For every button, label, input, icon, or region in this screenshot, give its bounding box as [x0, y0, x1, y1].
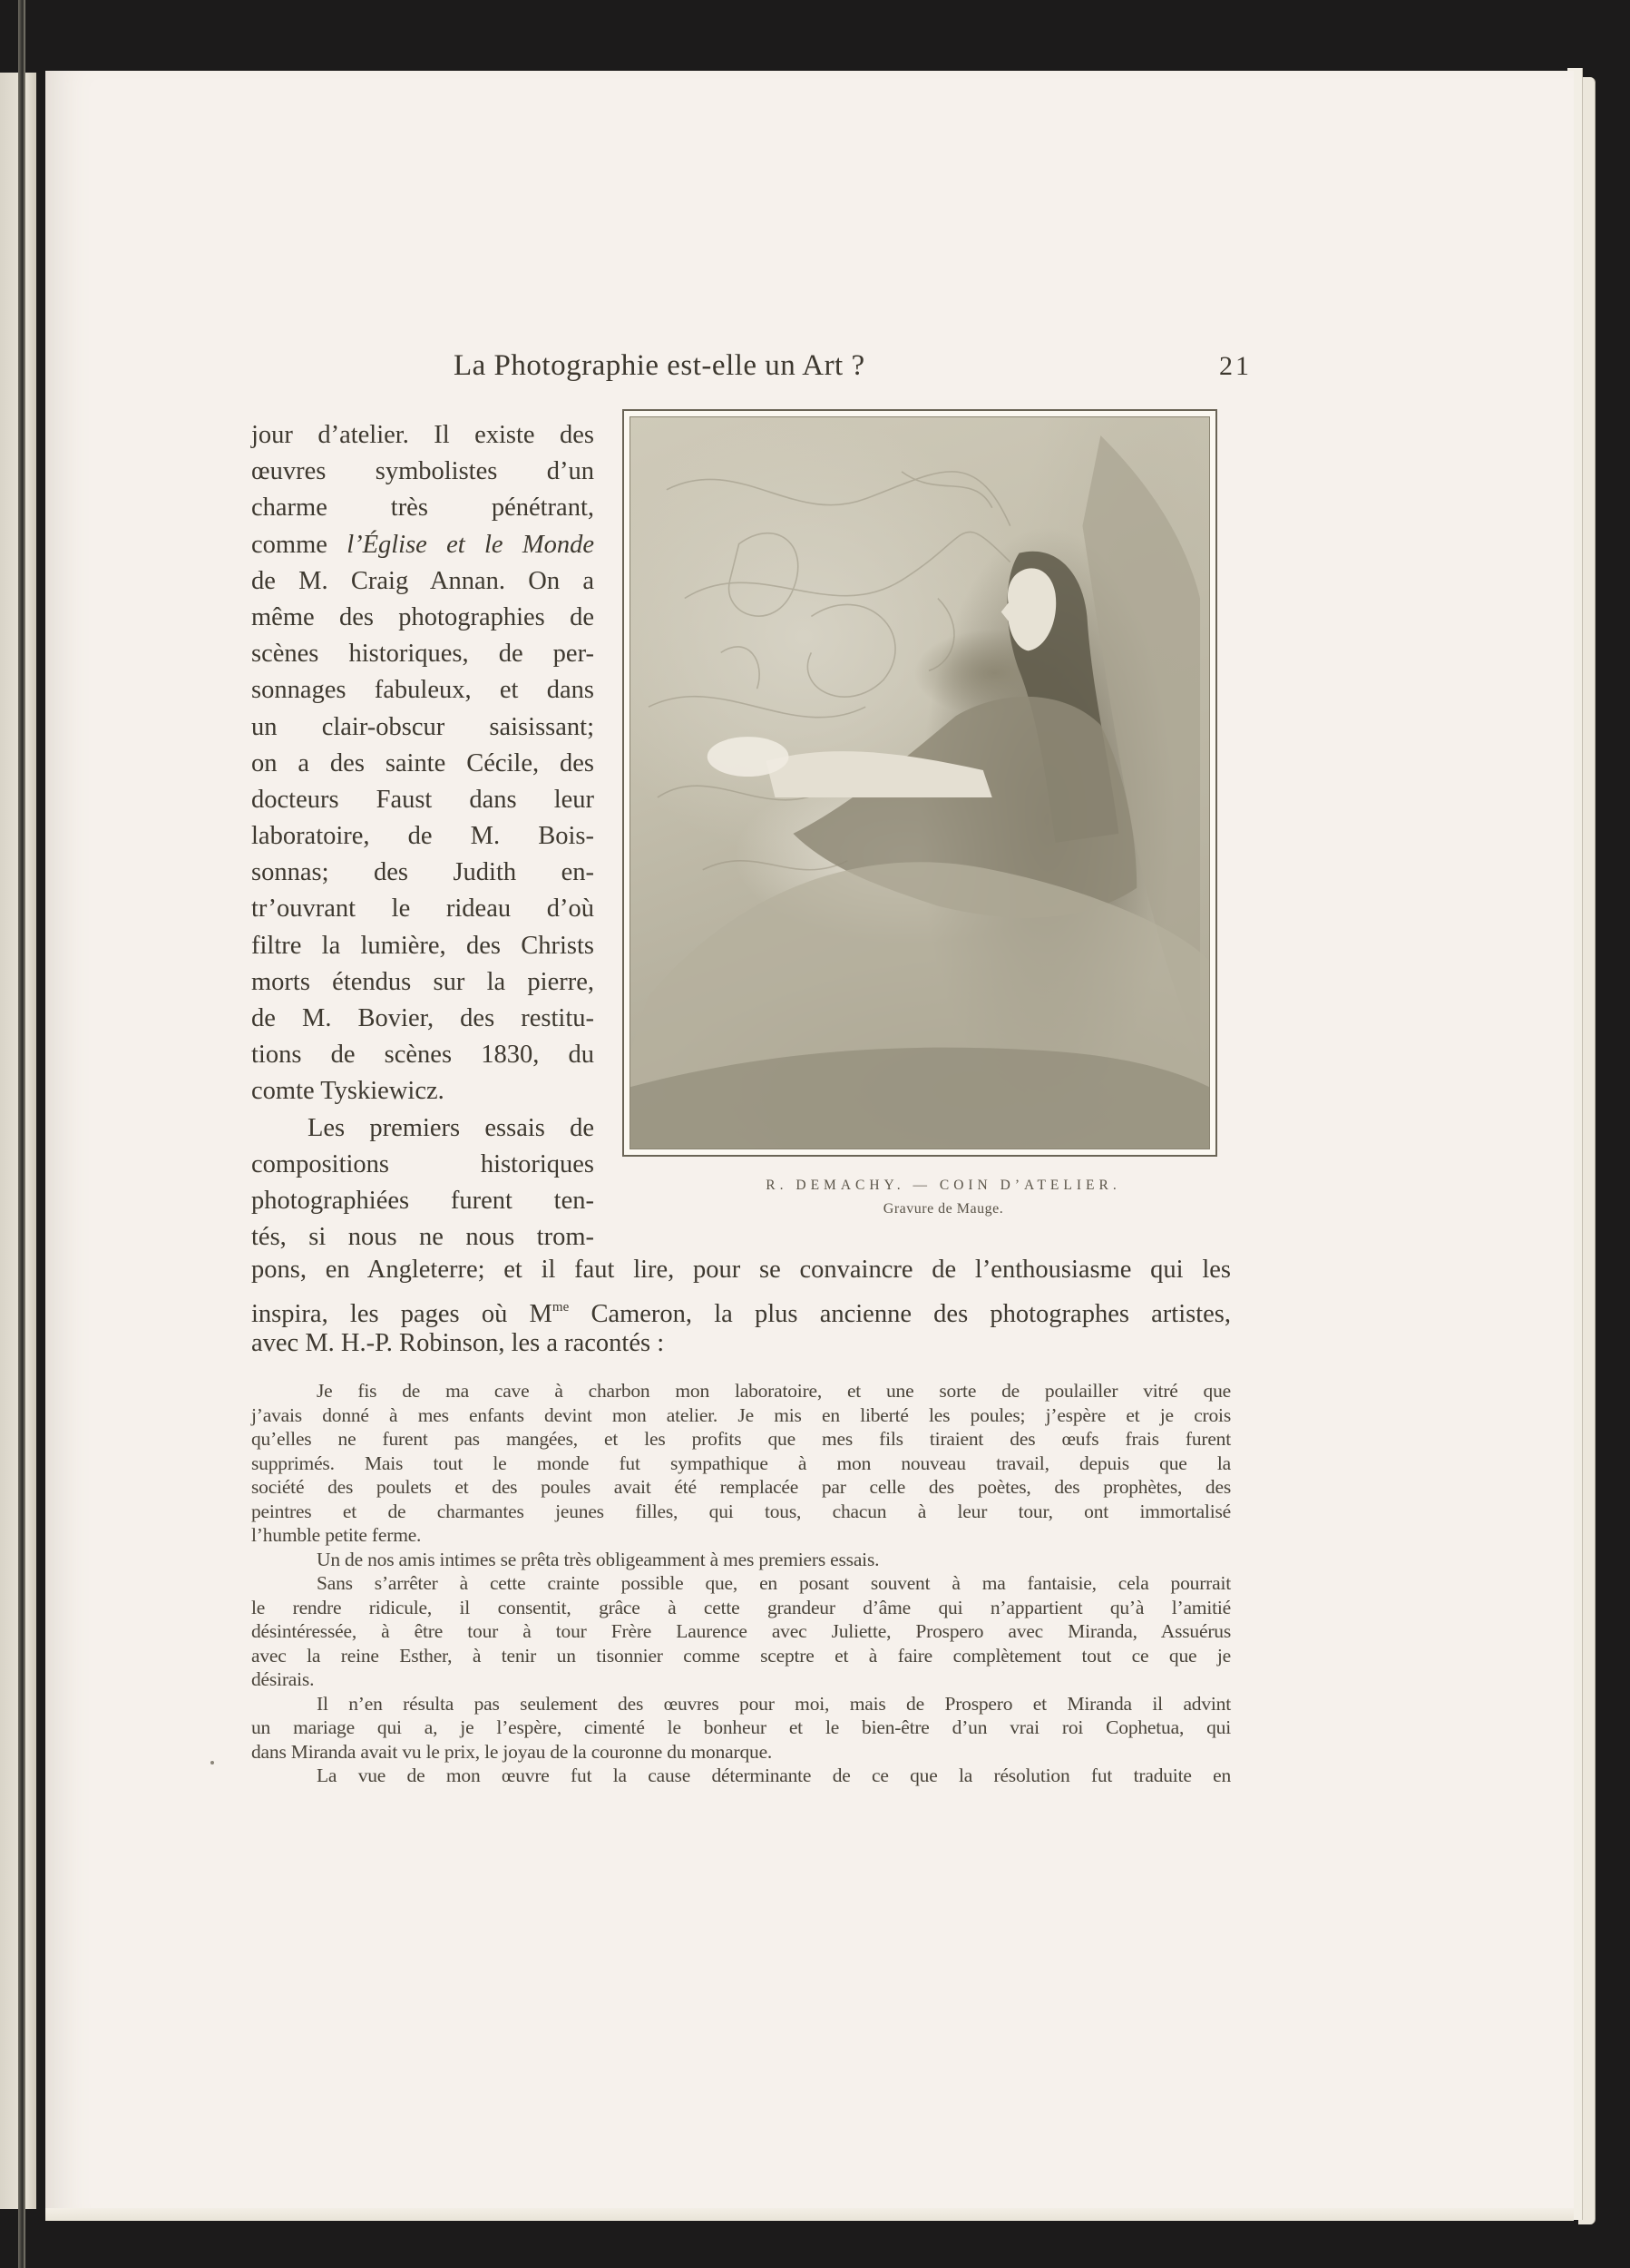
photograph	[630, 416, 1210, 1149]
text-line: docteurs Faust dans leur	[251, 785, 594, 814]
text-line: pons, en Angleterre; et il faut lire, pour se convaincre de l’enthousiasme qui les	[251, 1256, 1231, 1284]
photograph-illustration	[630, 417, 1209, 1149]
text-line: Les premiers essais de	[307, 1113, 594, 1142]
quote-line: Un de nos amis intimes se prêta très obligeamment à mes premiers essais.	[317, 1548, 880, 1570]
quote-line: avec la reine Esther, à tenir un tisonnier comme sceptre et à faire complètement tout ce que je	[251, 1644, 1231, 1667]
quote-line: j’avais donné à mes enfants devint mon atelier. Je mis en liberté les poules; j’espère et je crois	[251, 1403, 1231, 1426]
caption-credit: Gravure de Mauge.	[883, 1201, 1004, 1217]
text-line: photographiées furent ten-	[251, 1186, 594, 1215]
italic-work-title: l’Église et le Monde	[346, 530, 594, 559]
flower-bouquet	[708, 737, 789, 777]
quote-line: un mariage qui a, je l’espère, cimenté le bonheur et le bien-être d’un vrai roi Cophetua, qui	[251, 1716, 1231, 1738]
quote-line: La vue de mon œuvre fut la cause déterminante de ce que la résolution fut traduite en	[317, 1765, 1231, 1786]
text-fragment: comme	[251, 530, 347, 559]
text-line: un clair-obscur saisissant;	[251, 712, 594, 741]
text-line: sonnages fabuleux, et dans	[251, 676, 594, 705]
text-line: tions de scènes 1830, du	[251, 1041, 594, 1070]
quote-line: désirais.	[251, 1668, 315, 1690]
text-line: laboratoire, de M. Bois-	[251, 822, 594, 851]
running-head	[454, 349, 1252, 386]
quote-line: qu’elles ne furent pas mangées, et les profits que mes fils tiraient des œufs frais furent	[251, 1428, 1231, 1450]
text-line: tés, si nous ne nous trom-	[251, 1223, 594, 1252]
text-line: on a des sainte Cécile, des	[251, 748, 594, 777]
text-line: filtre la lumière, des Christs	[251, 931, 594, 960]
quote-line: l’humble petite ferme.	[251, 1524, 422, 1546]
narrow-text-column	[251, 417, 594, 1256]
quote-line: Sans s’arrêter à cette crainte possible que, en posant souvent à ma fantaisie, cela pourrait	[317, 1572, 1231, 1594]
text-line: œuvres symbolistes d’un	[251, 457, 594, 486]
quote-line: dans Miranda avait vu le prix, le joyau de la couronne du monarque.	[251, 1740, 773, 1763]
text-line: tr’ouvrant le rideau d’où	[251, 894, 594, 924]
page-number: 21	[1219, 351, 1252, 381]
quote-line: désintéressée, à être tour à tour Frère Laurence avec Juliette, Prospero avec Miranda, Assuérus	[251, 1620, 1231, 1642]
text-line: avec M. H.-P. Robinson, les a racontés :	[251, 1329, 665, 1357]
quote-line: Je fis de ma cave à charbon mon laboratoire, et une sorte de poulailler vitré que	[317, 1380, 1231, 1402]
text-line	[251, 1289, 1231, 1326]
caption-title: R. DEMACHY. — COIN D’ATELIER.	[766, 1178, 1121, 1193]
text-line: de M. Craig Annan. On a	[251, 566, 594, 595]
quote-line: supprimés. Mais tout le monde fut sympathique à mon nouveau travail, depuis que la	[251, 1452, 1231, 1474]
superscript: me	[551, 1299, 570, 1315]
text-fragment: inspira, les pages où M	[251, 1299, 552, 1328]
plate-caption	[689, 1178, 1197, 1217]
running-title: La Photographie est-elle un Art ?	[454, 349, 865, 382]
photo-plate	[622, 409, 1217, 1157]
text-line: compositions historiques	[251, 1149, 594, 1178]
book-gutter	[18, 0, 25, 2268]
text-line: charme très pénétrant,	[251, 494, 594, 523]
text-line: même des photographies de	[251, 602, 594, 631]
quote-line: le rendre ridicule, il consentit, grâce à cette grandeur d’âme qui n’appartient qu’à l’amitié	[251, 1596, 1231, 1618]
text-line: sonnas; des Judith en-	[251, 858, 594, 887]
ink-speck	[210, 1761, 214, 1765]
quote-line: Il n’en résulta pas seulement des œuvres pour moi, mais de Prospero et Miranda il advint	[317, 1692, 1231, 1715]
text-line	[251, 527, 594, 563]
text-line: jour d’atelier. Il existe des	[251, 421, 594, 449]
text-line: scènes historiques, de per-	[251, 640, 594, 669]
text-line: morts étendus sur la pierre,	[251, 967, 594, 996]
text-line: comte Tyskiewicz.	[251, 1077, 444, 1106]
wide-paragraph	[251, 1252, 1231, 1363]
block-quote	[251, 1379, 1231, 1788]
text-fragment: Cameron, la plus ancienne des photographes artistes,	[569, 1299, 1231, 1328]
quote-line: peintres et de charmantes jeunes filles, qui tous, chacun à leur tour, ont immortalisé	[251, 1500, 1231, 1522]
text-line: de M. Bovier, des restitu-	[251, 1004, 594, 1032]
quote-line: société des poulets et des poules avait été remplacée par celle des poètes, des prophètes, des	[251, 1476, 1231, 1498]
